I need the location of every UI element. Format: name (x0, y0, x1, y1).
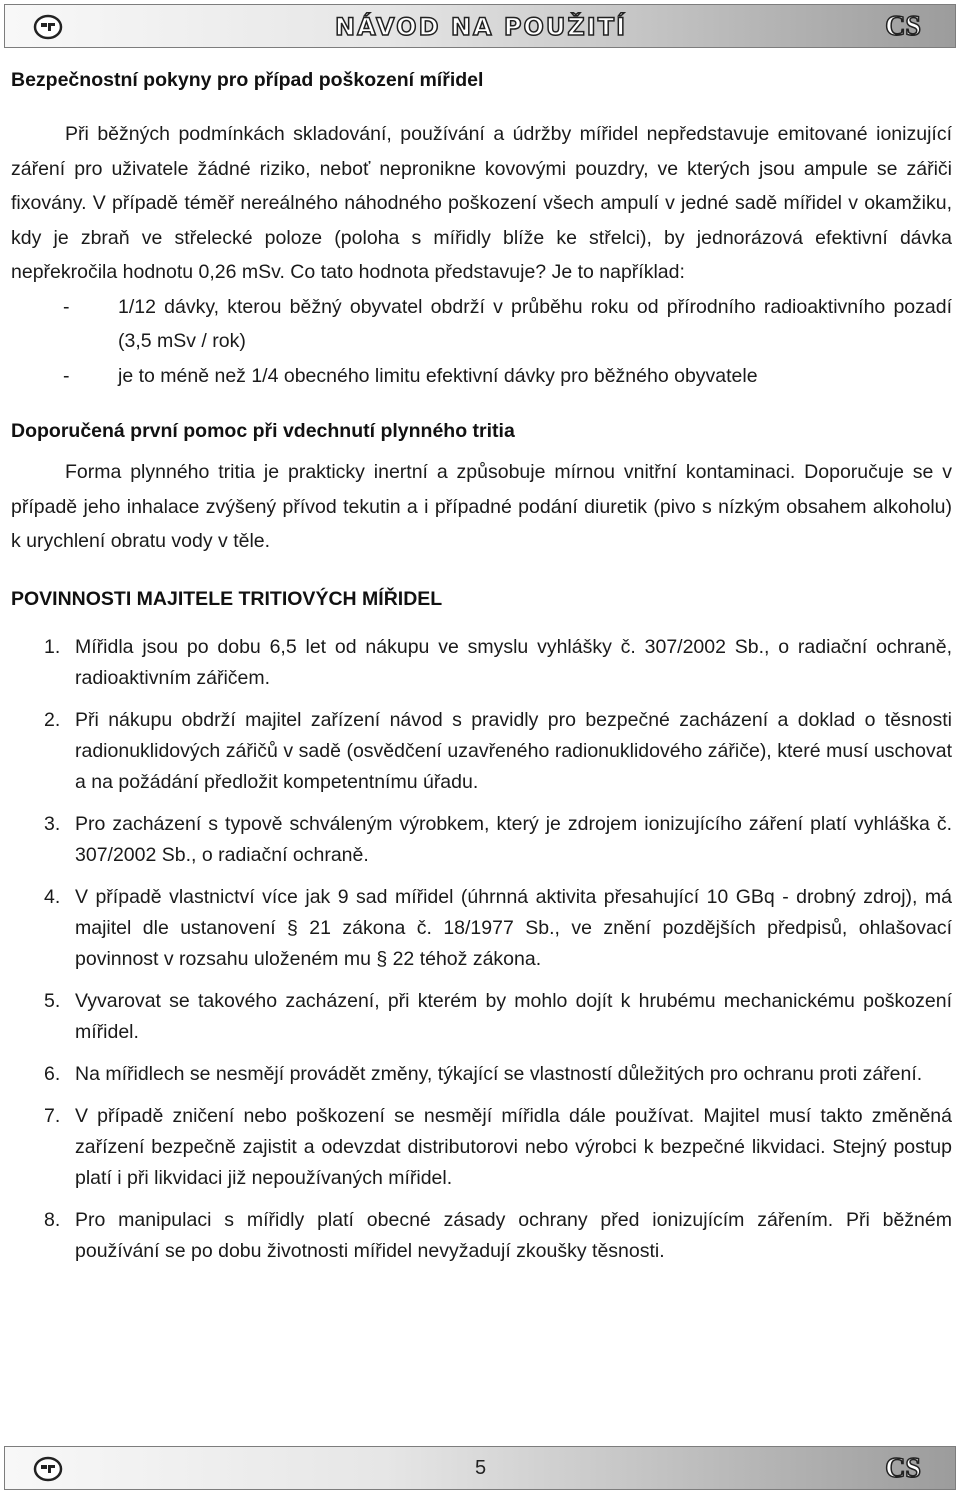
section-title-obligations: POVINNOSTI MAJITELE TRITIOVÝCH MÍŘIDEL (11, 587, 443, 610)
footer-language-code: CS (885, 1453, 921, 1484)
page-number: 5 (475, 1457, 487, 1479)
rifle-scope-logo-icon (33, 1456, 63, 1482)
page-content (11, 66, 952, 1267)
list-item: 7. V případě zničení nebo poškození se nesmějí mířidla dále používat. Majitel musí takto změněná zařízení bezpečně zajistit a odevzdat distributorovi nebo výrobci k bezpečné likvidaci. Stejný postup platí i při likvidaci již nepoužívaných mířidel. (44, 1104, 952, 1189)
list-item: 5. Vyvarovat se takového zacházení, při kterém by mohlo dojít k hrubému mechanickému poškození mířidel. (44, 989, 952, 1043)
rifle-scope-logo-icon (33, 14, 63, 40)
list-item: 4. V případě vlastnictví více jak 9 sad mířidel (úhrnná aktivita přesahující 10 GBq - drobný zdroj), má majitel dle ustanovení § 21 zákona č. 18/1977 Sb., ve znění pozdějších předpisů, ohlašovací povinnost v rozsahu uloženém mu § 22 téhož zákona. (44, 885, 952, 970)
header-title: NÁVOD NA POUŽITÍ (335, 13, 627, 41)
first-aid-paragraph: Forma plynného tritia je prakticky inertní a způsobuje mírnou vnitřní kontaminaci. Doporučuje se v případě jeho inhalace zvýšený přívod tekutin a i případné podání diuretik (pivo s nízkým obsahem alkoholu) k urychlení obratu vody v těle. (11, 461, 952, 552)
section-title-first-aid: Doporučená první pomoc při vdechnutí plynného tritia (11, 420, 515, 442)
list-item: 6. Na mířidlech se nesmějí provádět změny, týkající se vlastností důležitých pro ochranu proti záření. (44, 1062, 923, 1085)
safety-paragraph: Při běžných podmínkách skladování, používání a údržby mířidel nepředstavuje emitované ionizující záření pro uživatele žádné riziko, neboť nepronikne kovovými pouzdry, ve kterých jsou ampule se zářiči fixovány. V případě téměř nereálného náhodného poškození všech ampulí v jedné sadě mířidel v okamžiku, kdy je zbraň ve střelecké poloze (poloha s mířidly blíže ke střelci), by jednorázová efektivní dávka nepřekročila hodnotu 0,26 mSv. Co tato hodnota představuje? Je to například: (11, 123, 952, 283)
page-header (4, 4, 956, 48)
list-item: - 1/12 dávky, kterou běžný obyvatel obdrží v průběhu roku od přírodního radioaktivního pozadí (3,5 mSv / rok) (63, 295, 952, 352)
list-item: - je to méně než 1/4 obecného limitu efektivní dávky pro běžného obyvatele (63, 364, 758, 387)
page-footer (4, 1446, 956, 1490)
list-item: 8. Pro manipulaci s mířidly platí obecné zásady ochrany před ionizujícím zářením. Při běžném používání se po dobu životnosti mířidel nevyžadují zkoušky těsnosti. (44, 1208, 952, 1262)
list-item: 3. Pro zacházení s typově schváleným výrobkem, který je zdrojem ionizujícího záření platí vyhláška č. 307/2002 Sb., o radiační ochraně. (44, 812, 952, 866)
header-language-code: CS (885, 11, 921, 42)
list-item: 1. Mířidla jsou po dobu 6,5 let od nákupu ve smyslu vyhlášky č. 307/2002 Sb., o radiační ochraně, radioaktivním zářičem. (44, 635, 952, 689)
section-title-safety: Bezpečnostní pokyny pro případ poškození mířidel (11, 69, 484, 91)
list-item: 2. Při nákupu obdrží majitel zařízení návod s pravidly pro bezpečné zacházení a doklad o těsnosti radionuklidových zářičů v sadě (osvědčení uzavřeného radionuklidového zářiče), které musí uschovat a na požádání předložit kompetentnímu úřadu. (44, 708, 952, 793)
